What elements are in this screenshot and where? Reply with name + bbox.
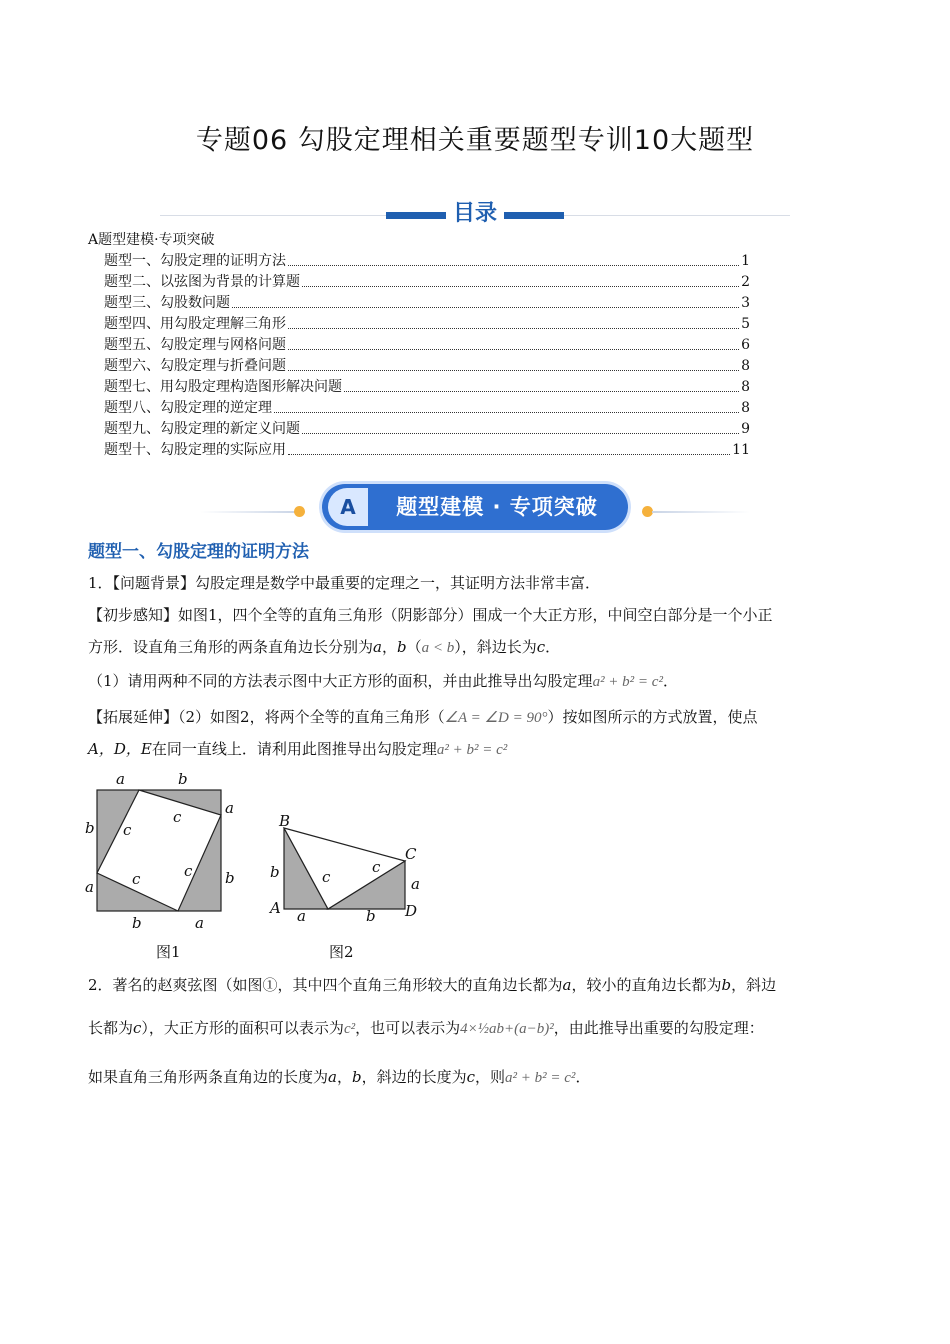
banner-text: 题型建模 · 专项突破 xyxy=(396,495,598,519)
toc-item[interactable]: 题型三、勾股数问题 3 xyxy=(104,295,750,311)
fig1-label: b xyxy=(85,819,95,837)
fig1-label: a xyxy=(85,878,94,896)
section-banner xyxy=(200,484,750,532)
toc-item[interactable]: 题型一、勾股定理的证明方法 1 xyxy=(104,253,750,269)
fig2-label: b xyxy=(366,907,376,925)
divider xyxy=(200,511,298,513)
fig1-label: c xyxy=(173,808,182,826)
toc-section-title: A题型建模·专项突破 xyxy=(88,232,215,248)
figure-1-caption: 图1 xyxy=(156,943,181,961)
q2-line3: 如果直角三角形两条直角边的长度为a，b，斜边的长度为c，则a² + b² = c²． xyxy=(88,1068,591,1086)
divider xyxy=(386,212,446,219)
q1-line2: 【初步感知】如图1，四个全等的直角三角形（阴影部分）围成一个大正方形，中间空白部分是一个小正 xyxy=(88,606,773,624)
fig1-label: a xyxy=(225,799,234,817)
fig2-label: D xyxy=(405,902,418,920)
banner-pill xyxy=(322,484,628,530)
toc-header xyxy=(160,196,790,232)
section-heading: 题型一、勾股定理的证明方法 xyxy=(88,542,309,562)
q2-line1: 2．著名的赵爽弦图（如图①，其中四个直角三角形较大的直角边长都为a，较小的直角边长都为b，斜边 xyxy=(88,976,777,994)
fig1-label: c xyxy=(123,821,132,839)
divider xyxy=(652,511,750,513)
q1-line3: 方形．设直角三角形的两条直角边长分别为a，b（a < b），斜边长为c． xyxy=(88,638,561,656)
fig2-label: a xyxy=(297,907,306,925)
toc-item[interactable]: 题型九、勾股定理的新定义问题 9 xyxy=(104,421,750,437)
fig1-label: c xyxy=(132,870,141,888)
fig1-label: b xyxy=(178,770,188,788)
q2-line2: 长都为c），大正方形的面积可以表示为c²，也可以表示为4×½ab+(a−b)²，由此推导出重要的勾股定理： xyxy=(88,1019,764,1037)
figure-2-caption: 图2 xyxy=(329,943,354,961)
q1-line6: A，D，E在同一直线上．请利用此图推导出勾股定理a² + b² = c² xyxy=(88,740,508,758)
toc-item[interactable]: 题型二、以弦图为背景的计算题 2 xyxy=(104,274,750,290)
toc-heading: 目录 xyxy=(446,196,504,227)
toc-item[interactable]: 题型十、勾股定理的实际应用 11 xyxy=(104,442,750,458)
figure-2 xyxy=(262,806,432,926)
q1-line4: （1）请用两种不同的方法表示图中大正方形的面积，并由此推导出勾股定理a² + b² = c²． xyxy=(88,672,678,690)
fig1-label: a xyxy=(195,914,204,932)
table-of-contents xyxy=(88,230,750,461)
fig2-label: A xyxy=(270,899,281,917)
fig1-label: b xyxy=(132,914,142,932)
dot-icon xyxy=(294,506,305,517)
fig1-label: b xyxy=(225,869,235,887)
toc-item[interactable]: 题型六、勾股定理与折叠问题 8 xyxy=(104,358,750,374)
fig1-label: c xyxy=(184,862,193,880)
toc-item[interactable]: 题型七、用勾股定理构造图形解决问题 8 xyxy=(104,379,750,395)
q1-line5: 【拓展延伸】（2）如图2，将两个全等的直角三角形（∠A = ∠D = 90°）按如图所示的方式放置，使点 xyxy=(88,708,758,726)
toc-item[interactable]: 题型五、勾股定理与网格问题 6 xyxy=(104,337,750,353)
toc-item[interactable]: 题型八、勾股定理的逆定理 8 xyxy=(104,400,750,416)
fig2-label: c xyxy=(322,868,331,886)
fig2-label: a xyxy=(411,875,420,893)
banner-badge: A xyxy=(328,488,368,526)
fig2-label: B xyxy=(279,812,291,830)
fig2-label: b xyxy=(270,863,280,881)
toc-item[interactable]: 题型四、用勾股定理解三角形 5 xyxy=(104,316,750,332)
fig2-label: C xyxy=(405,845,417,863)
figure-1 xyxy=(80,766,250,932)
fig1-label: a xyxy=(116,770,125,788)
fig2-label: c xyxy=(372,858,381,876)
divider xyxy=(504,212,564,219)
page-title: 专题06 勾股定理相关重要题型专训10大题型 xyxy=(195,125,755,156)
q1-line1: 1．【问题背景】勾股定理是数学中最重要的定理之一，其证明方法非常丰富． xyxy=(88,574,601,592)
